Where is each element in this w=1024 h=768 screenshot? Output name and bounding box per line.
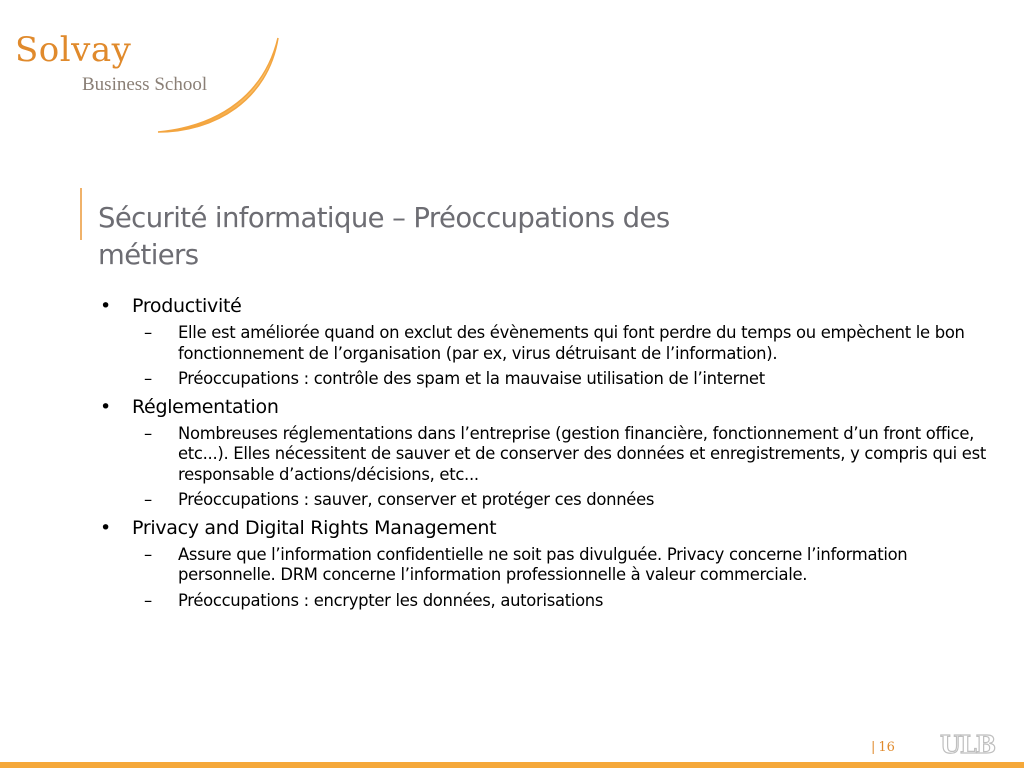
page-number-value: 16 [878, 740, 895, 755]
logo-solvay-text: Solvay [15, 30, 132, 70]
page-number [871, 740, 895, 755]
sub-bullet [144, 423, 998, 486]
slide-content [96, 294, 996, 616]
bullet-icon: • [100, 295, 111, 317]
dash-icon: – [144, 323, 152, 342]
sub-bullet [144, 369, 998, 390]
ulb-logo: ULB [940, 730, 996, 759]
bullet-heading: Réglementation [132, 395, 279, 418]
dash-icon: – [144, 423, 152, 443]
dash-icon: – [144, 490, 152, 509]
bullet-heading: Productivité [132, 295, 242, 317]
sub-bullet-text: Assure que l’information confidentielle ne soit pas divulguée. Privacy concerne l’information personnelle. DRM concerne l’information professionnelle à valeur commerciale. [178, 544, 908, 584]
bullet-privacy-drm [96, 516, 996, 540]
page-separator-icon: | [871, 740, 876, 755]
solvay-logo [0, 0, 300, 150]
bullet-heading: Privacy and Digital Rights Management [132, 516, 497, 539]
sub-bullet-text: Préoccupations : encrypter les données, autorisations [178, 590, 604, 610]
slide-title [98, 200, 798, 274]
logo-business-school-text: Business School [82, 74, 208, 95]
sub-bullet-text: Préoccupations : contrôle des spam et la mauvaise utilisation de l’internet [178, 369, 765, 388]
dash-icon: – [144, 544, 152, 564]
sub-bullet [144, 323, 998, 364]
bullet-icon: • [100, 395, 111, 418]
footer-bar [0, 762, 1024, 768]
sub-bullet [144, 590, 998, 612]
sub-bullet-text: Elle est améliorée quand on exclut des évènements qui font perdre du temps ou empèchent le bon fonctionnement de l’organisation (par ex, virus détruisant de l’information). [178, 323, 965, 363]
sub-bullet [144, 544, 998, 586]
dash-icon: – [144, 590, 152, 610]
sub-bullet [144, 490, 998, 511]
slide-title-line1: Sécurité informatique – Préoccupations des [98, 202, 670, 234]
bullet-icon: • [100, 516, 111, 539]
bullet-productivite [96, 294, 996, 318]
title-accent-bar [80, 188, 82, 240]
sub-bullet-text: Nombreuses réglementations dans l’entreprise (gestion financière, fonctionnement d’un front office, etc...). Elles nécessitent de sauver et de conserver des données et enregistrements, y compris qui est responsable d’actions/décisions, etc... [178, 423, 986, 484]
sub-bullet-text: Préoccupations : sauver, conserver et protéger ces données [178, 490, 655, 509]
slide-title-line2: métiers [98, 239, 199, 271]
bullet-reglementation [96, 395, 996, 419]
dash-icon: – [144, 369, 152, 388]
